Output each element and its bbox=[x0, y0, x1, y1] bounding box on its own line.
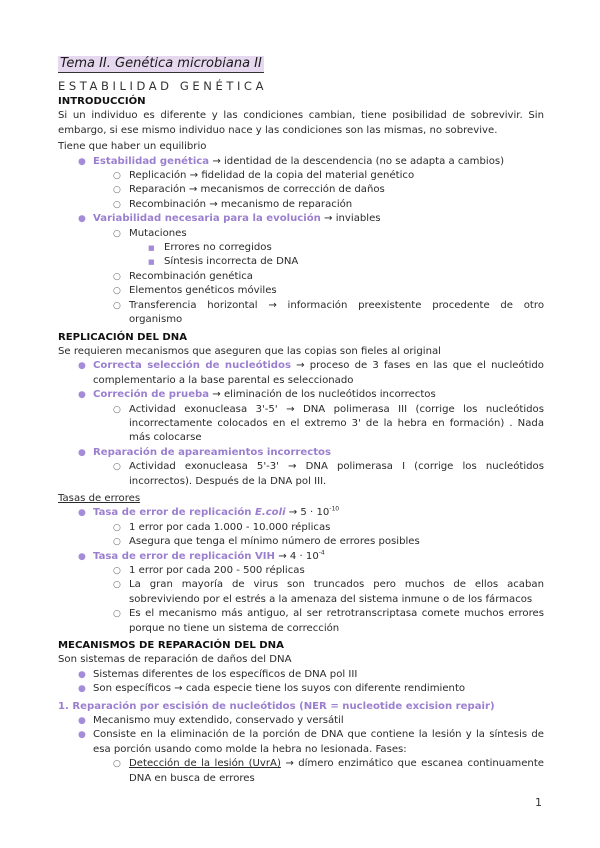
list-item bbox=[58, 284, 544, 298]
bullet-square-icon: ■ bbox=[148, 258, 155, 267]
bullet-text: Mutaciones bbox=[129, 227, 187, 239]
bullet-text: Sistemas diferentes de los específicos de DNA pol III bbox=[93, 668, 358, 680]
bullet-dot-icon: ● bbox=[78, 730, 86, 741]
bullet-dot-icon: ● bbox=[78, 716, 86, 727]
list-item bbox=[58, 183, 544, 197]
list-item bbox=[58, 255, 544, 269]
bullet-dot-icon: ● bbox=[78, 669, 86, 680]
repair-heading: MECANISMOS DE REPARACIÓN DEL DNA bbox=[58, 640, 284, 652]
bullet-text: Es el mecanismo más antiguo, al ser retrotranscriptasa comete muchos errores porque no tiene un sistema de corrección bbox=[129, 608, 544, 634]
bullet-text: → eliminación de los nucleótidos incorrectos bbox=[209, 389, 436, 401]
bullet-circle-icon: ○ bbox=[113, 171, 121, 182]
bullet-square-icon: ■ bbox=[148, 244, 155, 253]
list-item bbox=[58, 757, 544, 786]
bullet-label: Reparación de apareamientos incorrectos bbox=[93, 446, 331, 458]
bullet-text: Transferencia horizontal → información preexistente procedente de otro organismo bbox=[129, 299, 544, 326]
list-item bbox=[58, 460, 544, 489]
bullet-circle-icon: ○ bbox=[113, 609, 121, 620]
bullet-dot-icon: ● bbox=[78, 156, 86, 167]
document-page bbox=[58, 52, 544, 786]
bullet-circle-icon: ○ bbox=[113, 580, 121, 591]
bullet-label: Tasa de error de replicación VIH bbox=[93, 550, 275, 562]
list-item bbox=[58, 198, 544, 212]
bullet-circle-icon: ○ bbox=[113, 462, 121, 473]
list-item bbox=[58, 169, 544, 183]
list-item bbox=[58, 212, 544, 226]
bullet-text: Reparación → mecanismos de corrección de daños bbox=[129, 184, 385, 196]
errors-heading: Tasas de errores bbox=[58, 492, 141, 504]
bullet-circle-icon: ○ bbox=[113, 271, 121, 282]
exponent: -10 bbox=[329, 506, 340, 514]
bullet-text: 1 error por cada 1.000 - 10.000 réplicas bbox=[129, 521, 331, 533]
bullet-label: Estabilidad genética bbox=[93, 155, 210, 167]
list-item bbox=[58, 607, 544, 636]
bullet-value: → 5 · 10 bbox=[285, 507, 330, 519]
bullet-dot-icon: ● bbox=[78, 447, 86, 458]
bullet-label: Detección de la lesión (UvrA) bbox=[129, 758, 281, 770]
list-item bbox=[58, 535, 544, 549]
bullet-dot-icon: ● bbox=[78, 508, 86, 519]
list-item bbox=[58, 227, 544, 241]
exponent: -4 bbox=[318, 549, 325, 557]
bullet-label: Correcta selección de nucleótidos bbox=[93, 360, 291, 372]
bullet-text: Actividad exonucleasa 5'-3' → DNA polimerasa I (corrige los nucleótidos incorrectos). Después de la DNA pol III. bbox=[129, 461, 544, 487]
list-item bbox=[58, 299, 544, 328]
bullet-text: Replicación → fidelidad de la copia del material genético bbox=[129, 170, 415, 182]
bullet-text: → dímero enzimático que escanea continuamente DNA en busca de errores bbox=[129, 758, 545, 784]
bullet-value: → 4 · 10 bbox=[274, 550, 319, 562]
list-item bbox=[58, 270, 544, 284]
bullet-circle-icon: ○ bbox=[113, 759, 121, 770]
list-item bbox=[58, 728, 544, 757]
bullet-text: Actividad exonucleasa 3'-5' → DNA polimerasa III (corrige los nucleótidos incorrectamente colocados en el extremo 3' de la hebra en formación) . Nada más colocarse bbox=[129, 403, 544, 444]
bullet-circle-icon: ○ bbox=[113, 185, 121, 196]
bullet-text: → identidad de la descendencia (no se adapta a cambios) bbox=[209, 155, 505, 167]
replication-heading: REPLICACIÓN DEL DNA bbox=[58, 331, 188, 343]
list-item bbox=[58, 359, 544, 388]
bullet-text: 1 error por cada 200 - 500 réplicas bbox=[129, 565, 305, 576]
ner-heading: 1. Reparación por escisión de nucleótidos (NER = nucleotide excision repair) bbox=[58, 700, 495, 712]
bullet-dot-icon: ● bbox=[78, 390, 86, 401]
section-subtitle: ESTABILIDAD GENÉTICA bbox=[58, 79, 268, 93]
bullet-circle-icon: ○ bbox=[113, 286, 121, 297]
bullet-text: La gran mayoría de virus son truncados pero muchos de ellos acaban sobreviviendo por el estrés a la amenaza del sistema inmune o de los fármacos bbox=[129, 579, 544, 605]
list-item bbox=[58, 682, 544, 696]
list-item bbox=[58, 403, 544, 446]
bullet-dot-icon: ● bbox=[78, 214, 86, 225]
bullet-circle-icon: ○ bbox=[113, 300, 121, 311]
bullet-text: Síntesis incorrecta de DNA bbox=[164, 256, 299, 268]
list-item bbox=[58, 714, 544, 728]
intro-heading: INTRODUCCIÓN bbox=[58, 96, 146, 107]
intro-paragraph: Si un individuo es diferente y las condiciones cambian, tiene posibilidad de sobrevivir. Sin embargo, si ese mismo individuo nace y las condiciones son las mismas, no sobrevive. bbox=[58, 110, 544, 136]
intro-lead: Tiene que haber un equilibrio bbox=[58, 141, 207, 153]
page-number: 1 bbox=[535, 796, 542, 809]
bullet-circle-icon: ○ bbox=[113, 199, 121, 210]
bullet-dot-icon: ● bbox=[78, 684, 86, 695]
page-title: Tema II. Genética microbiana II bbox=[60, 56, 262, 71]
bullet-circle-icon: ○ bbox=[113, 404, 121, 415]
bullet-circle-icon: ○ bbox=[113, 522, 121, 533]
bullet-dot-icon: ● bbox=[78, 551, 86, 562]
replication-lead: Se requieren mecanismos que aseguren que las copias son fieles al original bbox=[58, 345, 441, 357]
list-item bbox=[58, 578, 544, 607]
list-item bbox=[58, 506, 544, 520]
bullet-circle-icon: ○ bbox=[113, 228, 121, 239]
repair-lead: Son sistemas de reparación de daños del DNA bbox=[58, 654, 292, 666]
bullet-dot-icon: ● bbox=[78, 361, 86, 372]
bullet-text: Recombinación → mecanismo de reparación bbox=[129, 198, 353, 210]
bullet-text: Errores no corregidos bbox=[164, 242, 272, 254]
bullet-label: Tasa de error de replicación bbox=[93, 507, 255, 519]
bullet-circle-icon: ○ bbox=[113, 566, 121, 576]
bullet-text: Asegura que tenga el mínimo número de errores posibles bbox=[129, 536, 420, 548]
list-item bbox=[58, 521, 544, 535]
list-item bbox=[58, 155, 544, 169]
bullet-circle-icon: ○ bbox=[113, 537, 121, 548]
bullet-label: Variabilidad necesaria para la evolución bbox=[93, 213, 321, 225]
bullet-label: Correción de prueba bbox=[93, 389, 210, 401]
list-item bbox=[58, 668, 544, 682]
bullet-text: Recombinación genética bbox=[129, 270, 253, 282]
title-row bbox=[58, 52, 544, 74]
bullet-text: Son específicos → cada especie tiene los suyos con diferente rendimiento bbox=[93, 683, 466, 695]
list-item bbox=[58, 550, 544, 564]
list-item bbox=[58, 446, 544, 460]
list-item bbox=[58, 241, 544, 255]
list-item bbox=[58, 564, 544, 578]
bullet-text: Elementos genéticos móviles bbox=[129, 285, 277, 297]
bullet-label-italic: E.coli bbox=[254, 507, 286, 519]
bullet-text: → inviables bbox=[320, 213, 381, 225]
bullet-text: Consiste en la eliminación de la porción de DNA que contiene la lesión y la síntesis de esa porción usando como molde la hebra no lesionada. Fases: bbox=[93, 729, 544, 755]
bullet-text: → proceso de 3 fases en las que el nucleótido complementario a la base parental es seleccionado bbox=[93, 360, 544, 386]
list-item bbox=[58, 388, 544, 402]
bullet-text: Mecanismo muy extendido, conservado y versátil bbox=[93, 715, 344, 727]
